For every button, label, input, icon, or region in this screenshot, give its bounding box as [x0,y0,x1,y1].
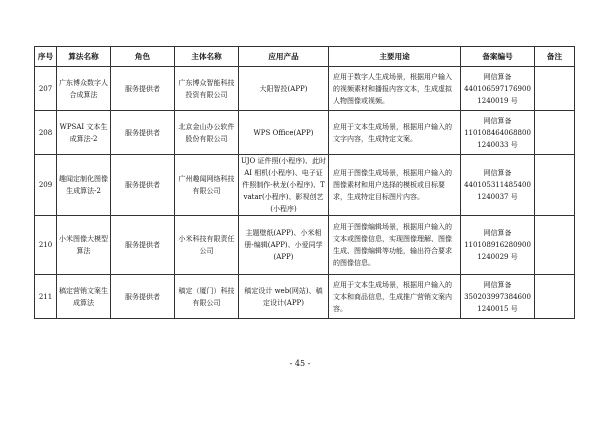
algorithm-filing-table [34,46,575,319]
cell-remark [535,111,575,155]
cell-main-purpose: 应用于图像生成场景，根据用户输入的图像素材和用户选择的模板或目标要求，生成特定目标图片内容。 [329,155,461,216]
filing-prefix: 网信算备 [483,72,512,81]
cell-filing-number [461,216,535,275]
cell-algorithm-name: 稿定营销文案生成算法 [57,275,111,319]
cell-algorithm-name: 广东博众数字人合成算法 [57,67,111,111]
cell-filing-number [461,111,535,155]
cell-remark [535,216,575,275]
header-remark: 备注 [535,47,575,67]
header-role: 角色 [111,47,175,67]
cell-filing-number [461,155,535,216]
table-row [35,216,575,275]
cell-remark [535,155,575,216]
cell-seq: 210 [35,216,57,275]
filing-suffix: 1240019 号 [477,96,518,105]
header-application-product: 应用产品 [239,47,329,67]
filing-code: 110108464068800 [464,128,531,137]
filing-code: 110108916280900 [464,241,531,249]
cell-main-purpose: 应用于图像编辑场景，根据用户输入的文本或图像信息，实现图像理解、图像生成、图像编辑等功能，输出符合要求的图像信息。 [329,216,461,275]
cell-algorithm-name: 趣闻定制化图像生成算法-2 [57,155,111,216]
cell-role: 服务提供者 [111,216,175,275]
table-row [35,67,575,111]
filing-suffix: 1240015 号 [477,304,518,313]
header-main-purpose: 主要用途 [329,47,461,67]
cell-main-purpose: 应用于数字人生成场景，根据用户输入的视频素材和播报内容文本，生成虚拟人物图像或视频。 [329,67,461,111]
cell-role: 服务提供者 [111,111,175,155]
cell-application-product: WPS Office(APP) [239,111,329,155]
cell-filing-number [461,67,535,111]
cell-application-product: UJO 证件照(小程序)、此时 AI 相机(小程序)、电子证件照制作-秋龙(小程序)、Tvatar(小程序)、影视创艺(小程序) [239,155,329,216]
cell-entity-name: 小米科技有限责任公司 [175,216,239,275]
cell-remark [535,67,575,111]
filing-code: 440105311485400 [464,181,531,189]
filing-suffix: 1240033 号 [477,140,518,149]
table-row [35,275,575,319]
filing-code: 440106597176900 [464,84,531,93]
cell-main-purpose: 应用于文本生成场景，根据用户输入的文字内容，生成特定文案。 [329,111,461,155]
cell-role: 服务提供者 [111,275,175,319]
cell-seq: 209 [35,155,57,216]
cell-application-product: 大阳智投(APP) [239,67,329,111]
table-row [35,111,575,155]
cell-remark [535,275,575,319]
filing-prefix: 网信算备 [483,280,512,289]
header-filing-number: 备案编号 [461,47,535,67]
cell-seq: 207 [35,67,57,111]
cell-entity-name: 广州趣闻网络科技有限公司 [175,155,239,216]
filing-prefix: 网信算备 [483,229,512,237]
filing-suffix: 1240037 号 [477,193,518,201]
page-number: - 45 - [289,359,311,368]
cell-application-product: 主题壁纸(APP)、小米相册-编辑(APP)、小爱同学(APP) [239,216,329,275]
filing-suffix: 1240029 号 [477,253,518,261]
table-row [35,155,575,216]
header-seq: 序号 [35,47,57,67]
filing-prefix: 网信算备 [483,116,512,125]
cell-seq: 208 [35,111,57,155]
cell-entity-name: 稿定（厦门）科技有限公司 [175,275,239,319]
cell-application-product: 稿定设计 web(网站)、稿定设计(APP) [239,275,329,319]
header-algorithm-name: 算法名称 [57,47,111,67]
cell-filing-number [461,275,535,319]
cell-main-purpose: 应用于文本生成场景，根据用户输入的文本和商品信息，生成推广营销文案内容。 [329,275,461,319]
cell-entity-name: 北京金山办公软件股份有限公司 [175,111,239,155]
cell-entity-name: 广东博众智能科技投资有限公司 [175,67,239,111]
header-entity-name: 主体名称 [175,47,239,67]
cell-role: 服务提供者 [111,155,175,216]
filing-code: 350203997384600 [464,292,531,301]
filing-prefix: 网信算备 [483,169,512,177]
cell-seq: 211 [35,275,57,319]
table-header-row [35,47,575,67]
cell-role: 服务提供者 [111,67,175,111]
cell-algorithm-name: WPSAI 文本生成算法-2 [57,111,111,155]
cell-algorithm-name: 小米图像大模型算法 [57,216,111,275]
